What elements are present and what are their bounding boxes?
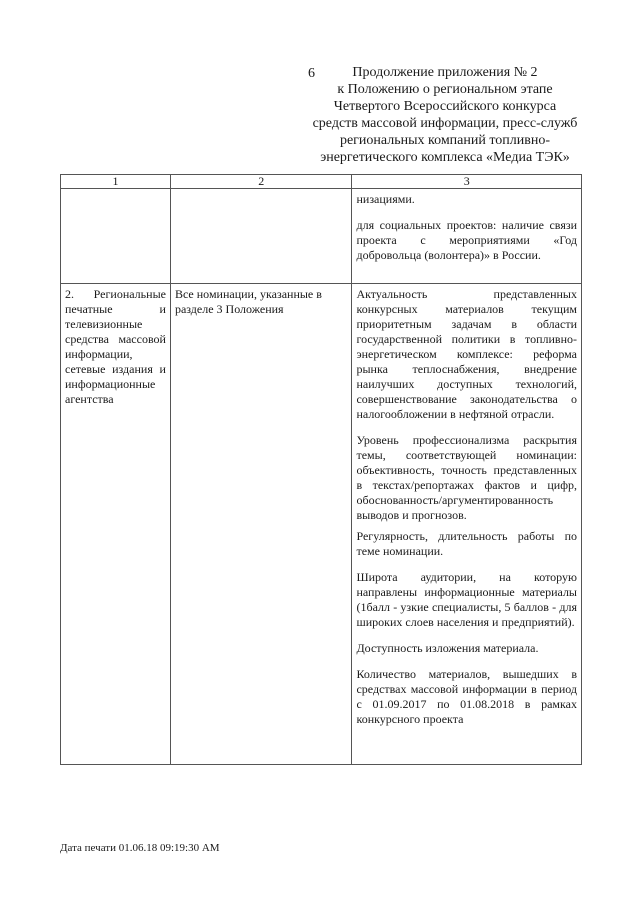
nominations-cell: Все номинации, указанные в разделе 3 Положения bbox=[170, 284, 352, 765]
criteria-paragraph: низациями. bbox=[356, 192, 415, 206]
criteria-paragraph: Уровень профессионализма раскрытия темы, соответствующей номинации: объективность, точность представленных в текстах/репортажах фактов и цифр, обоснованность/аргументированность выводов и прогнозов. bbox=[356, 433, 577, 522]
column-header-3: 3 bbox=[352, 175, 582, 189]
criteria-table bbox=[60, 174, 582, 765]
criteria-paragraph: для социальных проектов: наличие связи проекта с мероприятиями «Год добровольца (волонтера)» в России. bbox=[356, 218, 577, 262]
table-row bbox=[61, 284, 582, 765]
header-line: Четвертого Всероссийского конкурса bbox=[333, 99, 557, 114]
header-line: к Положению о региональном этапе bbox=[337, 82, 553, 97]
column-header-1: 1 bbox=[61, 175, 171, 189]
print-date: Дата печати 01.06.18 09:19:30 AM bbox=[60, 842, 220, 854]
row1-col2-cell bbox=[170, 189, 352, 284]
page-number: 6 bbox=[308, 66, 315, 81]
table-row bbox=[61, 189, 582, 284]
row1-col3-cell bbox=[352, 189, 582, 284]
header-line: энергетического комплекса «Медиа ТЭК» bbox=[320, 150, 570, 165]
header-line: средств массовой информации, пресс-служб bbox=[312, 116, 578, 131]
table-header-row bbox=[61, 175, 582, 189]
evaluation-criteria-cell bbox=[352, 284, 582, 765]
document-header bbox=[300, 64, 590, 166]
row1-col1-cell bbox=[61, 189, 171, 284]
column-header-2: 2 bbox=[170, 175, 352, 189]
criteria-paragraph: Широта аудитории, на которую направлены информационные материалы (1балл - узкие специалисты, 5 баллов - для широких слоев населения и предприятий). bbox=[356, 570, 577, 629]
criteria-paragraph: Регулярность, длительность работы по теме номинации. bbox=[356, 529, 577, 558]
criteria-paragraph: Доступность изложения материала. bbox=[356, 641, 539, 655]
header-line: Продолжение приложения № 2 bbox=[352, 65, 538, 80]
media-category-cell: 2. Региональные печатные и телевизионные средства массовой информации, сетевые издания и информационные агентства bbox=[61, 284, 171, 765]
header-line: региональных компаний топливно- bbox=[339, 133, 551, 148]
criteria-paragraph: Актуальность представленных конкурсных материалов текущим приоритетным задачам в области государственной политики в топливно-энергетическом комплексе: реформа рынка теплоснабжения, внедрение наилучших доступных технологий, совершенствование законодательства о налогообложении в нефтяной отрасли. bbox=[356, 287, 577, 421]
criteria-paragraph: Количество материалов, вышедших в средствах массовой информации в период с 01.09.2017 по 01.08.2018 в рамках конкурсного проекта bbox=[356, 667, 577, 726]
